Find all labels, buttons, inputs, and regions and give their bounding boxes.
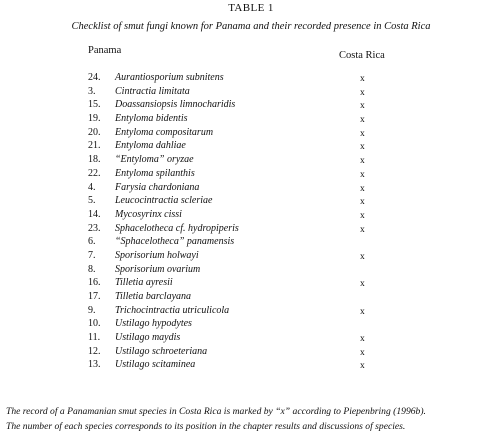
species-number: 12. bbox=[88, 345, 101, 357]
table-row bbox=[0, 209, 502, 223]
costa-rica-presence-mark: x bbox=[360, 224, 365, 235]
species-name: Ustilago schroeteriana bbox=[115, 345, 208, 357]
table-row bbox=[0, 359, 502, 373]
species-number: 6. bbox=[88, 236, 96, 248]
costa-rica-presence-mark: x bbox=[360, 87, 365, 98]
table-row bbox=[0, 72, 502, 86]
species-number: 22. bbox=[88, 167, 101, 179]
species-number: 8. bbox=[88, 263, 96, 275]
species-name: Tilletia barclayana bbox=[115, 291, 192, 302]
column-header-costa-rica: Costa Rica bbox=[339, 50, 385, 61]
species-table-body bbox=[0, 72, 502, 373]
table-row bbox=[0, 154, 502, 168]
species-number: 3. bbox=[88, 85, 96, 97]
costa-rica-presence-mark: x bbox=[360, 142, 365, 153]
table-row bbox=[0, 305, 502, 319]
table-caption: Checklist of smut fungi known for Panama and their recorded presence in Costa Rica bbox=[71, 21, 431, 32]
costa-rica-presence-mark: x bbox=[360, 169, 365, 180]
table-row bbox=[0, 332, 502, 346]
species-name: Sporisorium holwayi bbox=[115, 249, 199, 261]
costa-rica-presence-mark: x bbox=[360, 156, 365, 167]
species-number: 23. bbox=[88, 222, 101, 234]
species-name: Ustilago scitaminea bbox=[115, 359, 196, 371]
species-number: 4. bbox=[88, 181, 96, 193]
costa-rica-presence-mark: x bbox=[360, 306, 365, 317]
species-number: 14. bbox=[88, 208, 101, 220]
table-row bbox=[0, 318, 502, 332]
table-row bbox=[0, 140, 502, 154]
species-number: 7. bbox=[88, 249, 96, 261]
costa-rica-presence-mark: x bbox=[360, 197, 365, 208]
species-name: Cintractia limitata bbox=[115, 85, 190, 97]
table-row bbox=[0, 277, 502, 291]
costa-rica-presence-mark: x bbox=[360, 74, 365, 84]
species-name: Farysia chardoniana bbox=[115, 181, 200, 193]
species-name: Entyloma compositarum bbox=[115, 126, 214, 138]
table-row bbox=[0, 195, 502, 209]
species-name: Tilletia ayresii bbox=[115, 277, 173, 289]
species-number: 19. bbox=[88, 113, 101, 125]
species-number: 18. bbox=[88, 154, 101, 166]
species-name: Aurantiosporium subnitens bbox=[115, 72, 224, 83]
costa-rica-presence-mark: x bbox=[360, 347, 365, 358]
species-number: 24. bbox=[88, 72, 101, 83]
costa-rica-presence-mark: x bbox=[360, 128, 365, 139]
costa-rica-presence-mark: x bbox=[360, 279, 365, 290]
species-number: 17. bbox=[88, 291, 101, 302]
costa-rica-presence-mark: x bbox=[360, 115, 365, 126]
table-row bbox=[0, 250, 502, 264]
footnote-1: The record of a Panamanian smut species in Costa Rica is marked by “x” according to Piepenbring (1996b). bbox=[6, 406, 426, 417]
costa-rica-presence-mark: x bbox=[360, 183, 365, 194]
species-number: 21. bbox=[88, 140, 101, 152]
costa-rica-presence-mark: x bbox=[360, 251, 365, 262]
table-row bbox=[0, 113, 502, 127]
species-name: “Entyloma” oryzae bbox=[115, 154, 194, 166]
table-title: TABLE 1 bbox=[228, 2, 274, 14]
footnote-2: The number of each species corresponds to its position in the chapter results and discussions of species. bbox=[6, 421, 406, 432]
species-name: Entyloma spilanthis bbox=[115, 167, 195, 179]
species-number: 5. bbox=[88, 195, 96, 207]
species-number: 15. bbox=[88, 99, 101, 111]
species-name: Doassansiopsis limnocharidis bbox=[115, 99, 236, 111]
table-row bbox=[0, 223, 502, 237]
table-row bbox=[0, 182, 502, 196]
species-number: 13. bbox=[88, 359, 101, 371]
species-number: 10. bbox=[88, 318, 101, 330]
table-row bbox=[0, 264, 502, 278]
table-row bbox=[0, 291, 502, 305]
species-name: Sporisorium ovarium bbox=[115, 263, 201, 275]
table-row bbox=[0, 236, 502, 250]
table-row bbox=[0, 86, 502, 100]
species-number: 9. bbox=[88, 304, 96, 316]
species-name: Ustilago hypodytes bbox=[115, 318, 192, 330]
species-name: Trichocintractia utriculicola bbox=[115, 304, 230, 316]
table-row bbox=[0, 127, 502, 141]
species-name: Mycosyrinx cissi bbox=[115, 208, 182, 220]
costa-rica-presence-mark: x bbox=[360, 210, 365, 221]
costa-rica-presence-mark: x bbox=[360, 101, 365, 112]
species-name: Leucocintractia scleriae bbox=[115, 195, 213, 207]
costa-rica-presence-mark: x bbox=[360, 361, 365, 372]
species-name: Ustilago maydis bbox=[115, 332, 181, 344]
table-row bbox=[0, 99, 502, 113]
table-row bbox=[0, 346, 502, 360]
costa-rica-presence-mark: x bbox=[360, 334, 365, 345]
species-name: Entyloma bidentis bbox=[115, 113, 188, 125]
species-number: 16. bbox=[88, 277, 101, 289]
column-header-panama: Panama bbox=[88, 45, 122, 56]
species-name: “Sphacelotheca” panamensis bbox=[115, 236, 235, 248]
table-row bbox=[0, 168, 502, 182]
species-name: Sphacelotheca cf. hydropiperis bbox=[115, 222, 239, 234]
species-name: Entyloma dahliae bbox=[115, 140, 186, 152]
species-number: 11. bbox=[88, 332, 101, 344]
species-number: 20. bbox=[88, 126, 101, 138]
